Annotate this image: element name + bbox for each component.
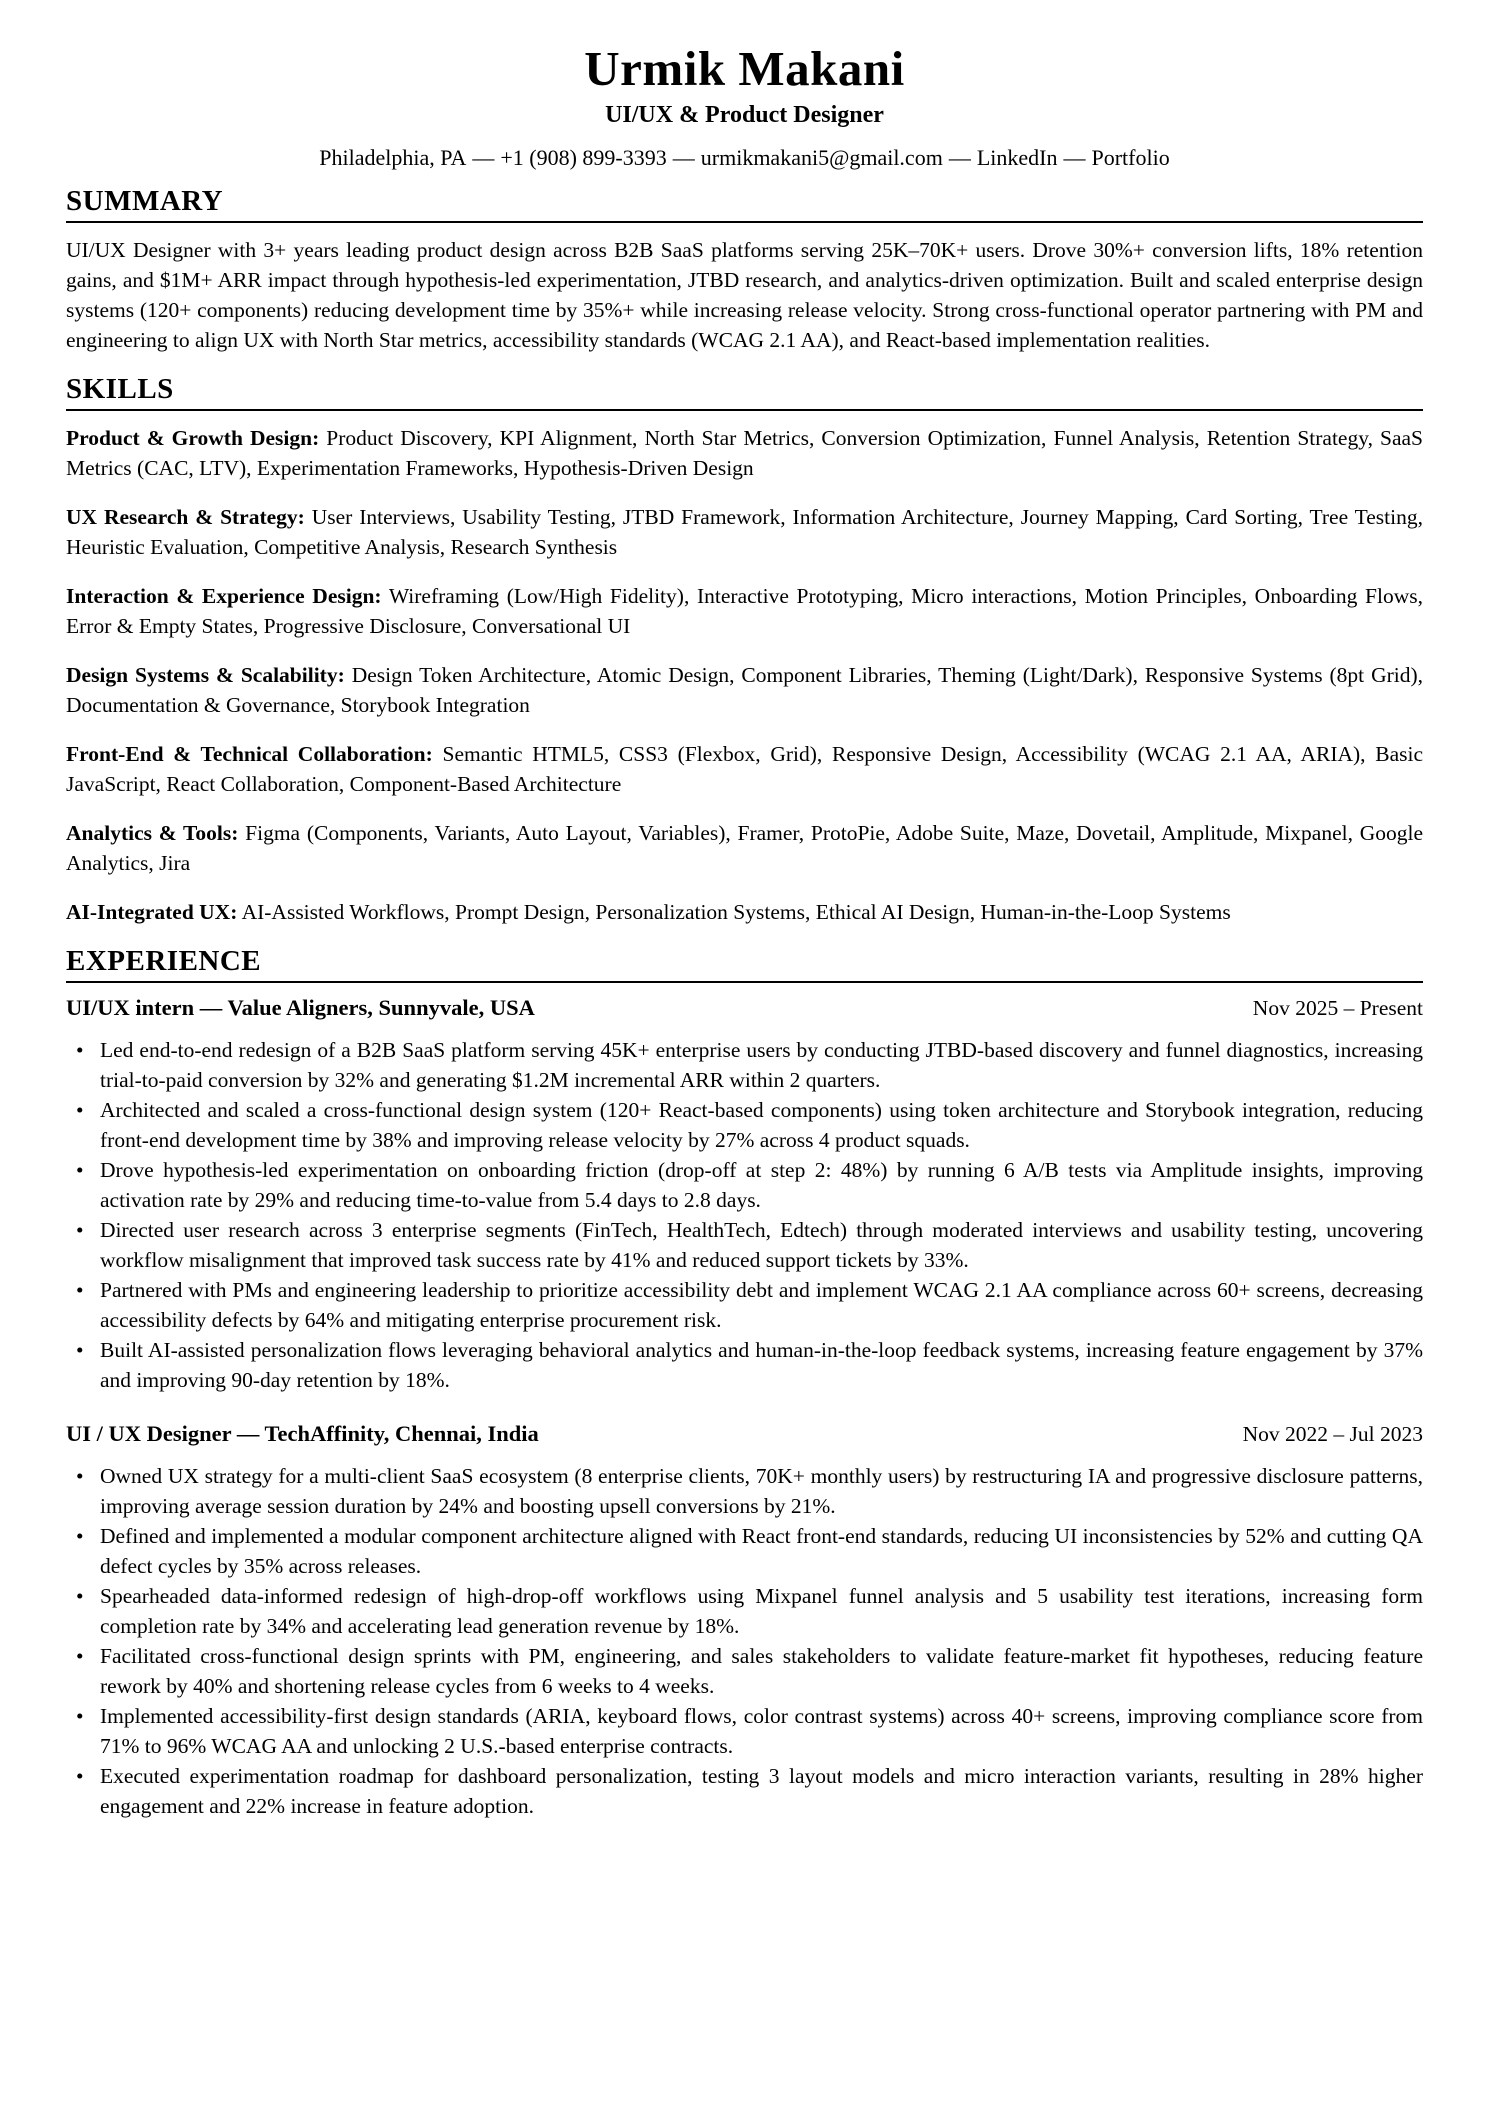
skill-group-label: Analytics & Tools:	[66, 820, 239, 845]
skill-group-frontend	[66, 739, 1423, 799]
job-bullet: • Spearheaded data-informed redesign of high-drop-off workflows using Mixpanel funnel analysis and 5 usability test iterations, increasing form completion rate by 34% and accelerating lead generation revenue by 18%.	[66, 1581, 1423, 1641]
skill-group-product-growth	[66, 423, 1423, 483]
job-bullet: • Architected and scaled a cross-functional design system (120+ React-based components) using token architecture and Storybook integration, reducing front-end development time by 38% and improving release velocity by 27% across 4 product squads.	[66, 1095, 1423, 1155]
contact-separator: —	[472, 144, 495, 170]
contact-separator: —	[672, 144, 695, 170]
skill-group-label: AI-Integrated UX:	[66, 899, 238, 924]
job-bullet-list	[66, 1461, 1423, 1821]
job-techaffinity	[66, 1421, 1423, 1821]
skill-group-text: User Interviews, Usability Testing, JTBD Framework, Information Architecture, Journey Mapping, Card Sorting, Tree Testing, Heuristic Evaluation, Competitive Analysis, Research Synthesis	[66, 504, 1423, 559]
skill-group-label: UX Research & Strategy:	[66, 504, 305, 529]
job-header	[66, 995, 1423, 1021]
section-skills	[66, 373, 1423, 927]
skill-group-ux-research	[66, 502, 1423, 562]
job-bullet: • Executed experimentation roadmap for dashboard personalization, testing 3 layout models and micro interaction variants, resulting in 28% higher engagement and 22% increase in feature adoption.	[66, 1761, 1423, 1821]
skill-group-label: Design Systems & Scalability:	[66, 662, 345, 687]
contact-phone: +1 (908) 899-3393	[500, 144, 667, 170]
skill-group-text: Design Token Architecture, Atomic Design, Component Libraries, Theming (Light/Dark), Responsive Systems (8pt Grid), Documentation & Governance, Storybook Integration	[66, 662, 1424, 717]
contact-portfolio-link[interactable]: Portfolio	[1091, 144, 1170, 170]
job-header	[66, 1421, 1423, 1447]
job-bullet-list	[66, 1035, 1423, 1395]
contact-location: Philadelphia, PA	[319, 144, 467, 170]
skill-group-design-systems	[66, 660, 1423, 720]
job-value-aligners	[66, 995, 1423, 1395]
job-bullet: • Owned UX strategy for a multi-client SaaS ecosystem (8 enterprise clients, 70K+ monthly users) by restructuring IA and progressive disclosure patterns, improving average session duration by 24% and boosting upsell conversions by 21%.	[66, 1461, 1423, 1521]
skill-group-ai-ux	[66, 897, 1423, 927]
section-experience	[66, 945, 1423, 1821]
job-title: UI / UX Designer — TechAffinity, Chennai, India	[66, 1420, 539, 1446]
job-bullet: • Defined and implemented a modular component architecture aligned with React front-end standards, reducing UI inconsistencies by 52% and cutting QA defect cycles by 35% across releases.	[66, 1521, 1423, 1581]
summary-text: UI/UX Designer with 3+ years leading product design across B2B SaaS platforms serving 25K–70K+ users. Drove 30%+ conversion lifts, 18% retention gains, and $1M+ ARR impact through hypothesis-led experimentation, JTBD research, and analytics-driven optimization. Built and scaled enterprise design systems (120+ components) reducing development time by 35%+ while increasing release velocity. Strong cross-functional operator partnering with PM and engineering to align UX with North Star metrics, accessibility standards (WCAG 2.1 AA), and React-based implementation realities.	[66, 237, 1423, 352]
skill-group-interaction-design	[66, 581, 1423, 641]
job-bullet: • Led end-to-end redesign of a B2B SaaS platform serving 45K+ enterprise users by conducting JTBD-based discovery and funnel diagnostics, increasing trial-to-paid conversion by 32% and generating $1.2M incremental ARR within 2 quarters.	[66, 1035, 1423, 1095]
skill-group-analytics-tools	[66, 818, 1423, 878]
contact-line	[66, 145, 1423, 171]
job-bullet: • Partnered with PMs and engineering leadership to prioritize accessibility debt and implement WCAG 2.1 AA compliance across 60+ screens, decreasing accessibility defects by 64% and mitigating enterprise procurement risk.	[66, 1275, 1423, 1335]
job-bullet: • Built AI-assisted personalization flows leveraging behavioral analytics and human-in-the-loop feedback systems, increasing feature engagement by 37% and improving 90-day retention by 18%.	[66, 1335, 1423, 1395]
skill-group-text: Product Discovery, KPI Alignment, North Star Metrics, Conversion Optimization, Funnel Analysis, Retention Strategy, SaaS Metrics (CAC, LTV), Experimentation Frameworks, Hypothesis-Driven Design	[66, 425, 1423, 480]
contact-email-link[interactable]: urmikmakani5@gmail.com	[700, 144, 943, 170]
section-summary	[66, 185, 1423, 355]
candidate-name: Urmik Makani	[584, 41, 905, 96]
job-dates: Nov 2022 – Jul 2023	[1242, 1421, 1423, 1446]
contact-separator: —	[948, 144, 971, 170]
job-bullet: • Facilitated cross-functional design sprints with PM, engineering, and sales stakeholders to validate feature-market fit hypotheses, reducing feature rework by 40% and shortening release cycles from 6 weeks to 4 weeks.	[66, 1641, 1423, 1701]
skill-group-text: Figma (Components, Variants, Auto Layout, Variables), Framer, ProtoPie, Adobe Suite, Maze, Dovetail, Amplitude, Mixpanel, Google Analytics, Jira	[66, 820, 1424, 875]
skill-group-label: Interaction & Experience Design:	[66, 583, 382, 608]
skill-group-label: Front-End & Technical Collaboration:	[66, 741, 433, 766]
skills-heading: SKILLS	[66, 373, 1423, 411]
skill-group-text: AI-Assisted Workflows, Prompt Design, Personalization Systems, Ethical AI Design, Human-in-the-Loop Systems	[241, 899, 1231, 924]
experience-heading: EXPERIENCE	[66, 945, 1423, 983]
contact-separator: —	[1063, 144, 1086, 170]
job-bullet: • Implemented accessibility-first design standards (ARIA, keyboard flows, color contrast systems) across 40+ screens, improving compliance score from 71% to 96% WCAG AA and unlocking 2 U.S.-based enterprise contracts.	[66, 1701, 1423, 1761]
skill-group-text: Wireframing (Low/High Fidelity), Interactive Prototyping, Micro interactions, Motion Principles, Onboarding Flows, Error & Empty States, Progressive Disclosure, Conversational UI	[66, 583, 1423, 638]
job-dates: Nov 2025 – Present	[1252, 995, 1423, 1020]
resume-header	[66, 42, 1423, 171]
job-bullet: • Directed user research across 3 enterprise segments (FinTech, HealthTech, Edtech) through moderated interviews and usability testing, uncovering workflow misalignment that improved task success rate by 41% and reduced support tickets by 33%.	[66, 1215, 1423, 1275]
candidate-title: UI/UX & Product Designer	[605, 101, 884, 128]
job-title: UI/UX intern — Value Aligners, Sunnyvale, USA	[66, 994, 535, 1020]
summary-heading: SUMMARY	[66, 185, 1423, 223]
skill-group-text: Semantic HTML5, CSS3 (Flexbox, Grid), Responsive Design, Accessibility (WCAG 2.1 AA, ARIA), Basic JavaScript, React Collaboration, Component-Based Architecture	[66, 741, 1424, 796]
skill-group-label: Product & Growth Design:	[66, 425, 320, 450]
job-bullet: • Drove hypothesis-led experimentation on onboarding friction (drop-off at step 2: 48%) by running 6 A/B tests via Amplitude insights, improving activation rate by 29% and reducing time-to-value from 5.4 days to 2.8 days.	[66, 1155, 1423, 1215]
contact-linkedin-link[interactable]: LinkedIn	[976, 144, 1058, 170]
